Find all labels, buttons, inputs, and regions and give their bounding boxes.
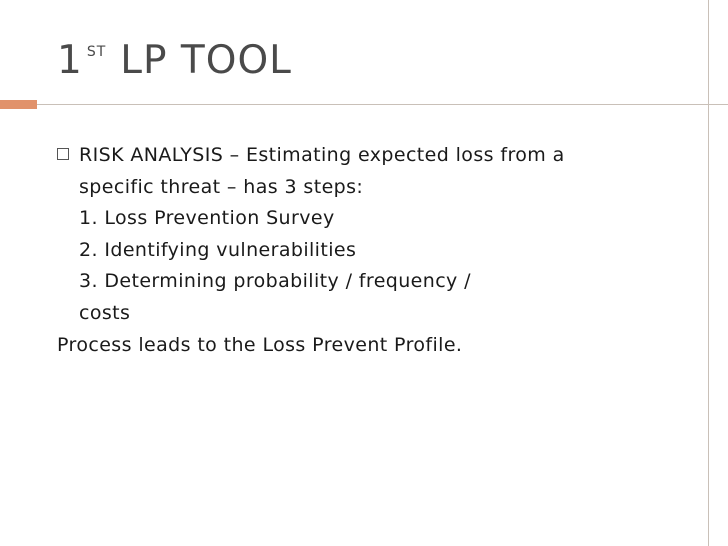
title-superscript: ST [86,44,107,60]
conclusion-text: Process leads to the Loss Prevent Profile. [57,334,463,356]
step-3-line-2: costs [79,301,131,324]
title-divider [37,104,728,105]
step-2: 2. Identifying vulnerabilities [79,238,357,261]
slide-title [57,38,292,83]
title-text: LP TOOL [120,38,292,83]
title-number: 1 [57,38,83,83]
bullet-line-2: specific threat – has 3 steps: [79,175,364,198]
step-1: 1. Loss Prevention Survey [79,207,335,229]
slide-body [57,140,677,362]
bullet-line-1: RISK ANALYSIS – Estimating expected loss from a [79,144,565,166]
accent-bar [0,100,37,109]
square-bullet-icon [57,148,69,160]
bullet-item [57,140,677,203]
step-3-line-1: 3. Determining probability / frequency / [79,270,471,292]
right-border-line [708,0,709,546]
